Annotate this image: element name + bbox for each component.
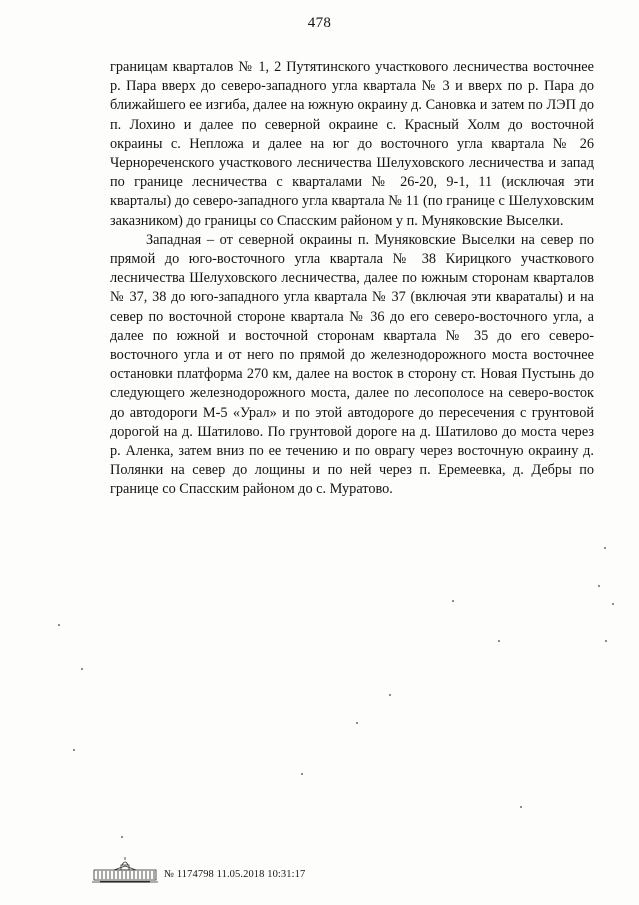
paragraph-1: границам кварталов № 1, 2 Путятинского участкового лесничества восточнее р. Пара вверх до северо-западного угла квартала № 3 и вверх по р. Пара до ближайшего ее изгиба, далее на южную окраину д. Сановка и затем по ЛЭП до п. Лохино и далее по северной окраине с. Красный Холм до восточной окраины с. Непложа и далее на юг до восточного угла квартала № 26 Чернореченского участкового лесничества Шелуховского лесничества и запад по границе лесничества с кварталами № 26-20, 9-1, 11 (исключая эти кварталы) до северо-западного угла квартала № 11 (по границе с Шелуховским заказником) до границы со Спасским районом у п. Муняковские Выселки. — [110, 59, 594, 229]
document-body — [110, 58, 594, 500]
government-building-logo-icon — [92, 855, 158, 885]
document-footer — [92, 855, 512, 885]
page-number: 478 — [307, 15, 332, 31]
registration-stamp: № 1174798 11.05.2018 10:31:17 — [164, 869, 306, 880]
paragraph-2: Западная – от северной окраины п. Муняковские Выселки на север по прямой до юго-восточного угла квартала № 38 Кирицкого участкового лесничества Шелуховского лесничества, далее по южным сторонам кварталов № 37, 38 до юго-западного угла квартала № 37 (включая эти кваратaлы) и на север по восточной стороне квартала № 36 до его северо-восточного угла, а далее по южной и восточной сторонам квартала № 35 до его северо-восточного угла и от него по прямой до железнодорожного моста восточнее остановки платформа 270 км, далее на восток в сторону ст. Новая Пустынь до следующего железнодорожного моста, далее по лесополосе на северо-восток до автодороги М-5 «Урал» и по этой автодороге до пересечения с грунтовой дорогой на д. Шатилово. По грунтовой дороге на д. Шатилово до моста через р. Аленка, затем вниз по ее течению и по оврагу через восточную окраину д. Полянки на север до лощины и по ней через п. Еремеевка, д. Дебры по границе со Спасским районом до с. Муратово. — [110, 231, 594, 498]
